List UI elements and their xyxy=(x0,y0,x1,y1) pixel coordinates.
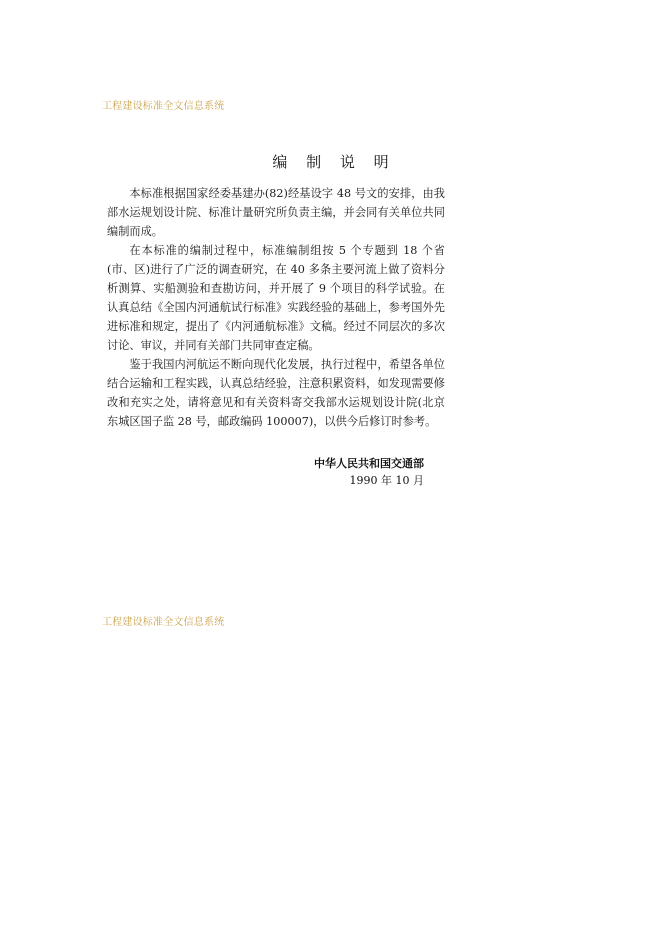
signature-organization: 中华人民共和国交通部 xyxy=(314,457,424,470)
paragraph-1: 本标准根据国家经委基建办(82)经基设字 48 号文的安排，由我部水运规划设计院、标准计量研究所负责主编，并会同有关单位共同编制而成。 xyxy=(107,187,445,238)
signature-date: 1990 年 10 月 xyxy=(349,474,424,487)
watermark-top: 工程建设标准全文信息系统 xyxy=(102,101,225,112)
body-text xyxy=(107,184,445,431)
paragraph-2: 在本标准的编制过程中，标准编制组按 5 个专题到 18 个省(市、区)进行了广泛的调查研究，在 40 多条主要河流上做了资料分析测算、实船测验和查勘访问，并开展了 9 个项目的科学试验。在认真总结《全国内河通航试行标准》实践经验的基础上，参考国外先进标准和规定，提出了《内河通航标准》文稿。经过不同层次的多次讨论、审议，并同有关部门共同审查定稿。 xyxy=(107,244,445,352)
watermark-bottom: 工程建设标准全文信息系统 xyxy=(102,617,225,628)
page-title: 编 制 说 明 xyxy=(272,153,396,171)
paragraph-3: 鉴于我国内河航运不断向现代化发展，执行过程中，希望各单位结合运输和工程实践，认真总结经验，注意积累资料，如发现需要修改和充实之处，请将意见和有关资料寄交我部水运规划设计院(北京东城区国子监 28 号，邮政编码 100007)，以供今后修订时参考。 xyxy=(107,358,445,428)
